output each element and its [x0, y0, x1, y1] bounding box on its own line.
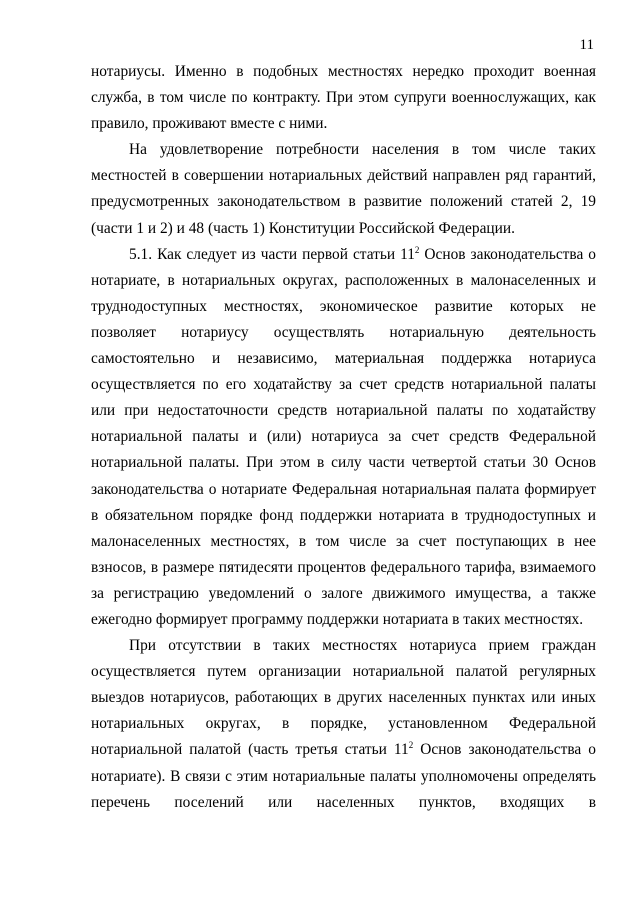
paragraph-4-text-after: Основ законодательства о нотариате). В связи с этим нотариальные палаты уполномочены определять перечень поселений или населенных пунктов, входящих в	[91, 741, 596, 811]
paragraph-2: На удовлетворение потребности населения в том числе таких местностей в совершении нотариальных действий направлен ряд гарантий, предусмотренных законодательством в развитие положений статей 2, 19 (части 1 и 2) и 48 (часть 1) Конституции Российской Федерации.	[91, 141, 596, 237]
document-body	[91, 59, 596, 816]
paragraph-3-text-after: Основ законодательства о нотариате, в нотариальных округах, расположенных в малонаселенных и труднодоступных местностях, экономическое развитие которых не позволяет нотариусу осуществлять нотариальную деятельность самостоятельно и независимо, материальная поддержка нотариуса осуществляется по его ходатайству за счет средств нотариальной палаты или при недостаточности средств нотариальной палаты по ходатайству нотариальной палаты и (или) нотариуса за счет средств Федеральной нотариальной палаты. При этом в силу части четвертой статьи 30 Основ законодательства о нотариате Федеральная нотариальная палата формирует в обязательном порядке фонд поддержки нотариата в труднодоступных и малонаселенных местностях, в том числе за счет поступающих в нее взносов, в размере пятидесяти процентов федерального тарифа, взимаемого за регистрацию уведомлений о залоге движимого имущества, а также ежегодно формирует программу поддержки нотариата в таких местностях.	[91, 245, 596, 628]
page-number: 11	[579, 37, 594, 53]
paragraph-3-text-before: 5.1. Как следует из части первой статьи 11	[129, 245, 415, 263]
paragraph-3-superscript: 2	[414, 244, 420, 255]
paragraph-1: нотариусы. Именно в подобных местностях нередко проходит военная служба, в том числе по контракту. При этом супруги военнослужащих, как правило, проживают вместе с ними.	[91, 63, 596, 133]
paragraph-4-superscript: 2	[408, 740, 414, 751]
paragraph-4	[91, 633, 596, 816]
paragraph-3	[91, 242, 596, 633]
paragraph-4-text-before: При отсутствии в таких местностях нотариуса прием граждан осуществляется путем организации нотариальной палатой регулярных выездов нотариусов, работающих в других населенных пунктах или иных нотариальных округах, в порядке, установленном Федеральной нотариальной палатой (часть третья статьи 11	[91, 637, 596, 759]
